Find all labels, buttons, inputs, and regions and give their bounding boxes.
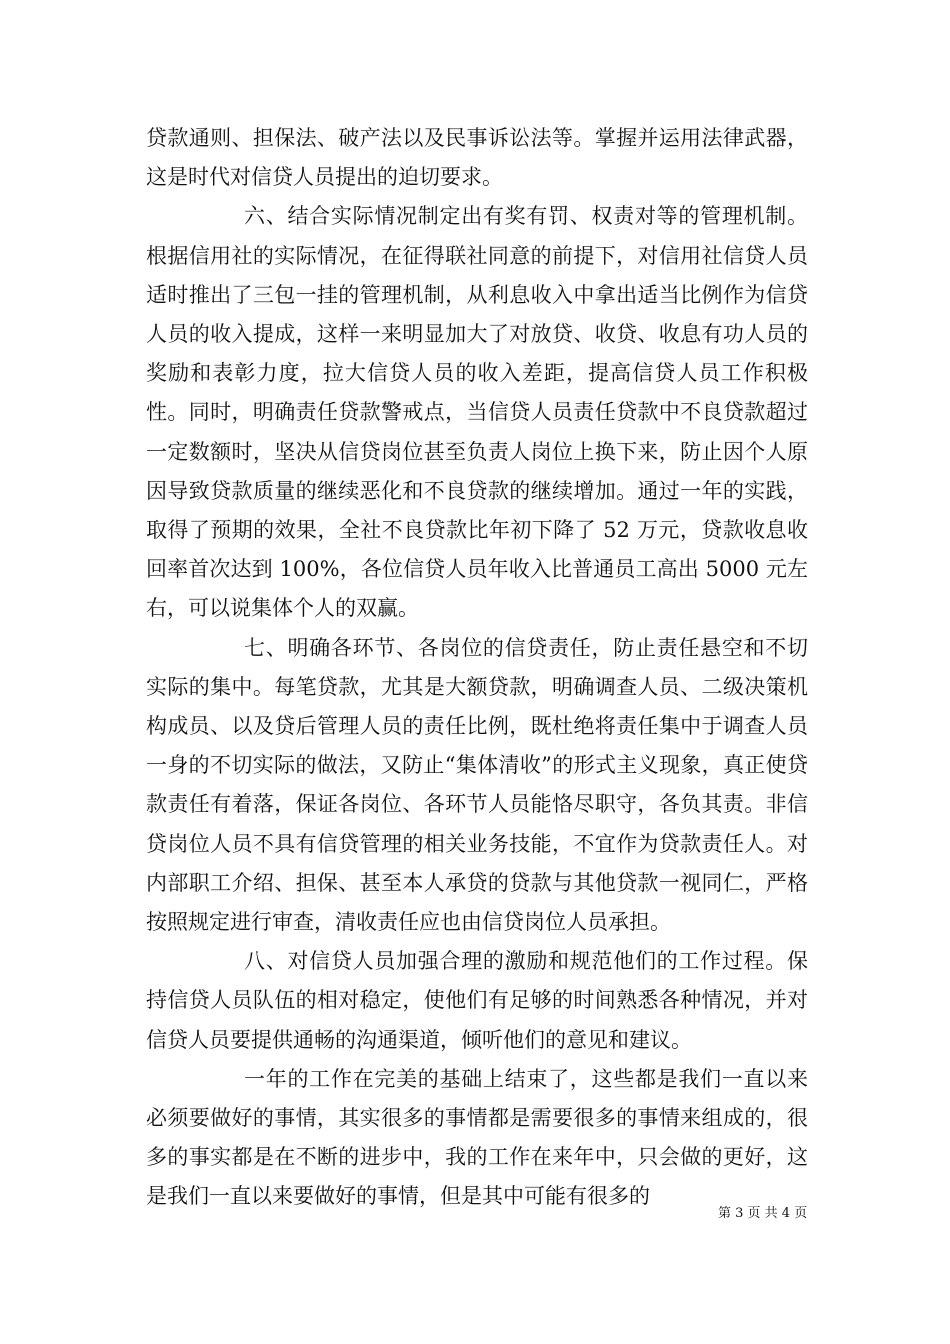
document-body bbox=[146, 119, 808, 1217]
paragraph: 一年的工作在完美的基础上结束了，这些都是我们一直以来必须要做好的事情，其实很多的事情都是需要很多的事情来组成的，很多的事实都是在不断的进步中，我的工作在来年中，只会做的更好，这是我们一直以来要做好的事情，但是其中可能有很多的 bbox=[146, 1066, 808, 1209]
paragraph: 八、对信贷人员加强合理的激励和规范他们的工作过程。保持信贷人员队伍的相对稳定，使他们有足够的时间熟悉各种情况，并对信贷人员要提供通畅的沟通渠道，倾听他们的意见和建议。 bbox=[146, 949, 808, 1052]
paragraph: 七、明确各环节、各岗位的信贷责任，防止责任悬空和不切实际的集中。每笔贷款，尤其是大额贷款，明确调查人员、二级决策机构成员、以及贷后管理人员的责任比例，既杜绝将责任集中于调查人员一身的不切实际的做法，又防止“集体清收”的形式主义现象，真正使贷款责任有着落，保证各岗位、各环节人员能恪尽职守，各负其责。非信贷岗位人员不具有信贷管理的相关业务技能，不宜作为贷款责任人。对内部职工介绍、担保、甚至本人承贷的贷款与其他贷款一视同仁，严格按照规定进行审查，清收责任应也由信贷岗位人员承担。 bbox=[146, 635, 808, 935]
paragraph: 六、结合实际情况制定出有奖有罚、权责对等的管理机制。根据信用社的实际情况，在征得联社同意的前提下，对信用社信贷人员适时推出了三包一挂的管理机制，从利息收入中拿出适当比例作为信贷人员的收入提成，这样一来明显加大了对放贷、收贷、收息有功人员的奖励和表彰力度，拉大信贷人员的收入差距，提高信贷人员工作积极性。同时，明确责任贷款警戒点，当信贷人员责任贷款中不良贷款超过一定数额时，坚决从信贷岗位甚至负责人岗位上换下来，防止因个人原因导致贷款质量的继续恶化和不良贷款的继续增加。通过一年的实践，取得了预期的效果，全社不良贷款比年初下降了 52 万元，贷款收息收回率首次达到 100%，各位信贷人员年收入比普通员工高出 5000 元左右，可以说集体个人的双赢。 bbox=[146, 204, 808, 621]
page-footer: 第 3 页 共 4 页 bbox=[718, 1206, 808, 1221]
paragraph: 贷款通则、担保法、破产法以及民事诉讼法等。掌握并运用法律武器，这是时代对信贷人员提出的迫切要求。 bbox=[146, 126, 808, 190]
